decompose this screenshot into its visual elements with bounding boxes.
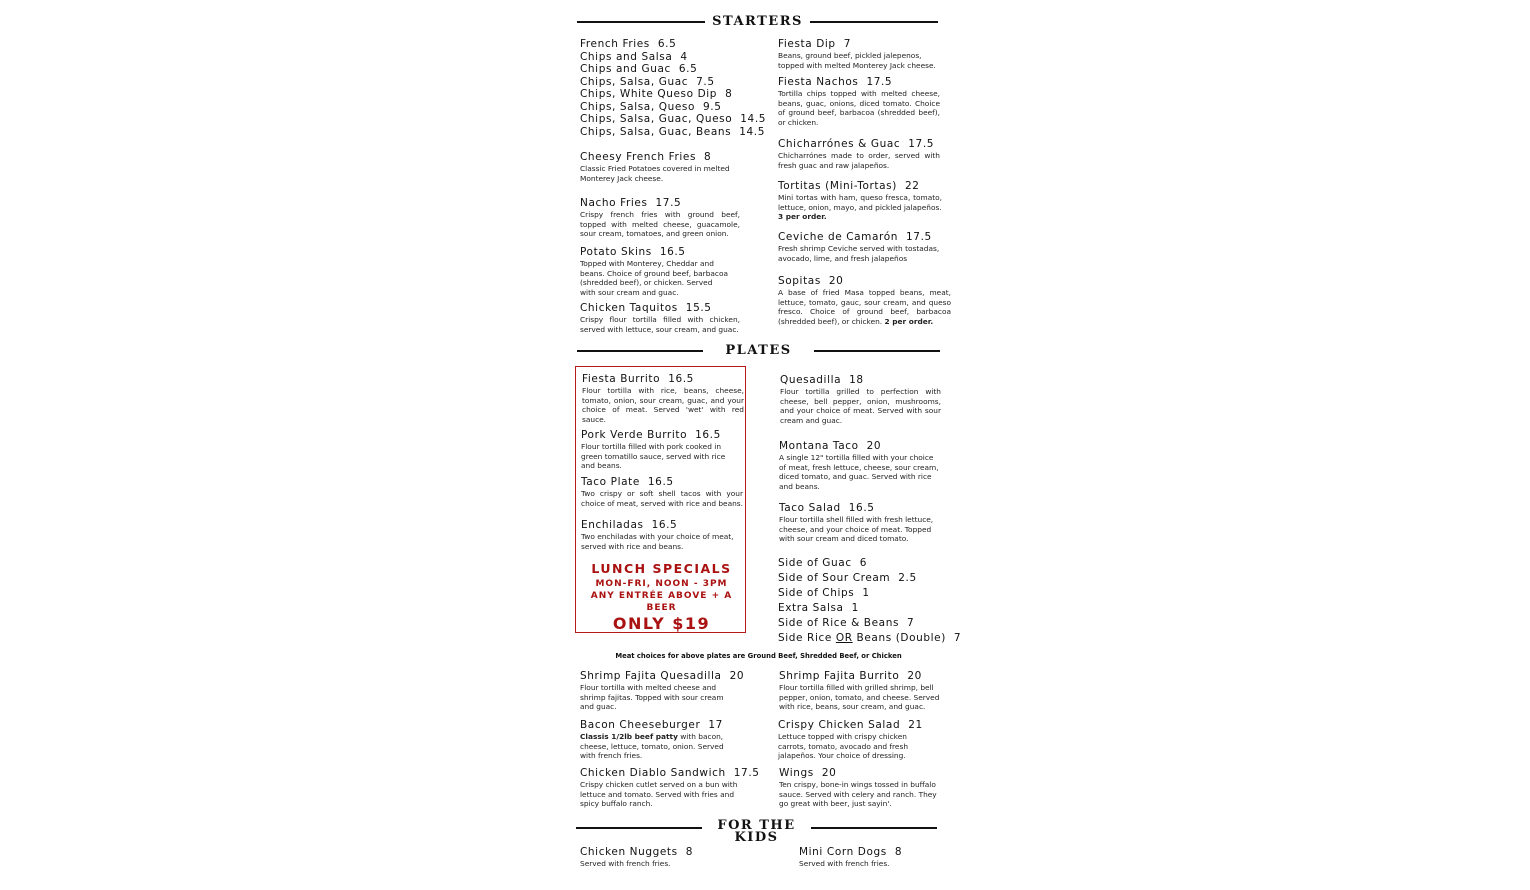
divider: [810, 21, 938, 23]
item-title: Chicharrónes & Guac 17.5: [778, 138, 935, 150]
menu-item: Chips and Guac 6.5: [580, 63, 698, 75]
menu-item-potato-skins: [580, 246, 730, 297]
item-description: Two enchiladas with your choice of meat, served with rice and beans.: [581, 532, 734, 551]
lunch-title: LUNCH SPECIALS: [591, 561, 732, 576]
side-item: Side of Chips 1: [778, 587, 870, 599]
side-item: Side of Sour Cream 2.5: [778, 572, 917, 584]
item-description: Tortilla chips topped with melted cheese, beans, guac, onions, diced tomato. Choice of ground beef, barbacoa (shredded beef), or chicken.: [778, 89, 940, 127]
menu-item: Chips and Salsa 4: [580, 50, 688, 63]
item-title: Taco Salad 16.5: [779, 502, 875, 514]
menu-item-bacon-cheeseburger: [580, 719, 730, 761]
divider: [811, 827, 937, 829]
item-note: 3 per order.: [778, 212, 827, 221]
lunch-hours: MON-FRI, NOON - 3PM: [595, 579, 728, 589]
menu-item-wings: [779, 767, 941, 809]
item-description: Crispy flour tortilla filled with chicken, served with lettuce, sour cream, and guac.: [580, 315, 740, 334]
divider: [577, 21, 705, 23]
item-title: Chicken Nuggets 8: [580, 846, 694, 858]
item-description: Flour tortilla with rice, beans, cheese, tomato, onion, sour cream, guac, and your choice of meat. Served 'wet' with red sauce.: [582, 386, 744, 424]
item-title: Montana Taco 20: [779, 440, 882, 452]
plates-title: PLATES: [725, 343, 792, 358]
item-description: Served with french fries.: [799, 859, 890, 868]
item-description: Fresh shrimp Ceviche served with tostadas, avocado, lime, and fresh jalapeños: [778, 244, 940, 263]
item-title: Crispy Chicken Salad 21: [778, 719, 923, 731]
menu-item-cheesy-fries: [580, 151, 730, 183]
item-description: Classis 1/2lb beef patty with bacon, cheese, lettuce, tomato, onion. Served with french fries.: [580, 732, 724, 760]
menu-item-pork-verde: [581, 429, 731, 471]
meat-note: Meat choices for above plates are Ground Beef, Shredded Beef, or Chicken: [615, 652, 902, 660]
item-description: A single 12" tortilla filled with your choice of meat, fresh lettuce, cheese, sour cream, diced tomato, and guac. Served with rice and beans.: [779, 453, 939, 491]
item-title: Nacho Fries 17.5: [580, 197, 682, 209]
item-description: Lettuce topped with crispy chicken carrots, tomato, avocado and fresh jalapeños. Your choice of dressing.: [778, 732, 909, 760]
item-title: Pork Verde Burrito 16.5: [581, 429, 721, 441]
item-description: Served with french fries.: [580, 859, 671, 868]
menu-item-taco-plate: [581, 476, 743, 508]
menu-item: French Fries 6.5: [580, 38, 677, 50]
divider: [576, 827, 702, 829]
item-description: Flour tortilla filled with pork cooked in green tomatillo sauce, served with rice and beans.: [581, 442, 726, 470]
side-item: Side Rice OR Beans (Double) 7: [778, 632, 962, 644]
item-description: Ten crispy, bone-in wings tossed in buffalo sauce. Served with celery and ranch. They go great with beer, just sayin'.: [779, 780, 937, 808]
side-item: Side of Rice & Beans 7: [778, 617, 915, 629]
item-description: Flour tortilla shell filled with fresh lettuce, cheese, and your choice of meat. Topped with sour cream and diced tomato.: [779, 515, 934, 543]
menu-item-montana-taco: [779, 440, 940, 491]
menu-item-nacho-fries: [580, 197, 740, 239]
sides-list: [778, 556, 962, 646]
starters-title: STARTERS: [712, 14, 803, 29]
menu-item-enchiladas: [581, 519, 743, 551]
menu-item-shrimp-quesadilla: [580, 670, 745, 712]
menu-item: Chips, White Queso Dip 8: [580, 88, 733, 100]
item-description: Flour tortilla filled with grilled shrimp, bell pepper, onion, tomato, and cheese. Served with rice, beans, sour cream, and guac.: [779, 683, 940, 711]
menu-item-sopitas: [778, 275, 951, 326]
menu-item-fiesta-burrito: [582, 373, 744, 424]
item-description: A base of fried Masa topped beans, meat, lettuce, tomato, gauc, sour cream, and queso fresco. Choice of ground beef, barbacoa (shredded beef), or chicken. 2 per order.: [778, 288, 951, 326]
item-description: Classic Fried Potatoes covered in melted Monterey Jack cheese.: [580, 164, 730, 183]
item-title: Cheesy French Fries 8: [580, 151, 712, 163]
item-description: Topped with Monterey, Cheddar and beans. Choice of ground beef, barbacoa (shredded beef), or chicken. Served with sour cream and guac.: [580, 259, 729, 297]
menu-item-ceviche: [778, 231, 942, 263]
item-title: Potato Skins 16.5: [580, 246, 686, 258]
menu-item-fiesta-dip: [778, 38, 940, 70]
item-description: Two crispy or soft shell tacos with your choice of meat, served with rice and beans.: [581, 489, 744, 508]
menu-item-chicken-diablo: [580, 767, 760, 809]
item-description: Flour tortilla grilled to perfection with cheese, bell pepper, onion, mushrooms, and your choice of meat. Served with sour cream and guac.: [780, 387, 941, 425]
menu-item-tortitas: [778, 180, 942, 222]
item-description: Crispy french fries with ground beef, topped with melted cheese, guacamole, sour cream, tomatoes, and green onion.: [580, 210, 740, 238]
menu-item-chicken-nuggets: [580, 846, 740, 869]
item-title: Quesadilla 18: [780, 374, 864, 386]
item-title: Sopitas 20: [778, 275, 844, 287]
item-description: Mini tortas with ham, queso fresca, tomato, lettuce, onion, mayo, and pickled jalapeños.: [778, 193, 942, 212]
lunch-offer: ANY ENTRÉE ABOVE + A BEER: [590, 591, 733, 613]
item-title: Enchiladas 16.5: [581, 519, 678, 531]
divider: [814, 350, 940, 352]
item-title: Chicken Diablo Sandwich 17.5: [580, 767, 760, 779]
item-title: Shrimp Fajita Quesadilla 20: [580, 670, 745, 682]
menu-item-shrimp-burrito: [779, 670, 940, 712]
item-title: Taco Plate 16.5: [581, 476, 674, 488]
side-item: Extra Salsa 1: [778, 602, 859, 614]
menu-item: Chips, Salsa, Guac, Beans 14.5: [580, 125, 765, 138]
item-title: Mini Corn Dogs 8: [799, 846, 903, 858]
menu-item-chicharrones: [778, 138, 940, 170]
kids-title: FOR THE KIDS: [717, 818, 796, 845]
item-title: Fiesta Dip 7: [778, 38, 851, 50]
lunch-price: ONLY $19: [612, 614, 711, 633]
item-title: Wings 20: [779, 767, 837, 779]
menu-item: Chips, Salsa, Guac, Queso 14.5: [580, 113, 767, 125]
item-title: Shrimp Fajita Burrito 20: [779, 670, 922, 682]
cut-off-title: [650, 0, 860, 2]
item-title: Chicken Taquitos 15.5: [580, 302, 712, 314]
starters-list: [580, 38, 767, 138]
menu-item-taco-salad: [779, 502, 940, 544]
kids-header: [576, 820, 937, 844]
item-title: Ceviche de Camarón 17.5: [778, 231, 932, 243]
starters-header: [577, 16, 938, 28]
side-item: Side of Guac 6: [778, 557, 867, 569]
item-title: Fiesta Nachos 17.5: [778, 76, 893, 88]
item-title: Bacon Cheeseburger 17: [580, 719, 723, 731]
plates-header: [577, 345, 940, 357]
menu-item-fiesta-nachos: [778, 76, 940, 127]
item-description: Beans, ground beef, pickled jalepenos, topped with melted Monterey Jack cheese.: [778, 51, 936, 70]
item-description: Flour tortilla with melted cheese and shrimp fajitas. Topped with sour cream and guac.: [580, 683, 724, 711]
menu-item: Chips, Salsa, Guac 7.5: [580, 75, 715, 88]
item-title: Tortitas (Mini-Tortas) 22: [778, 180, 920, 192]
menu-item-mini-corn-dogs: [799, 846, 939, 869]
menu-item-chicken-taquitos: [580, 302, 740, 334]
divider: [577, 350, 703, 352]
item-description: Crispy chicken cutlet served on a bun with lettuce and tomato. Served with fries and spicy buffalo ranch.: [580, 780, 738, 808]
menu-item: Chips, Salsa, Queso 9.5: [580, 100, 722, 113]
menu-item-crispy-chicken-salad: [778, 719, 923, 761]
menu-item-quesadilla: [780, 374, 941, 425]
item-description: Chicharrónes made to order, served with fresh guac and raw jalapeños.: [778, 151, 940, 170]
item-title: Fiesta Burrito 16.5: [582, 373, 694, 385]
lunch-specials: [577, 561, 746, 633]
